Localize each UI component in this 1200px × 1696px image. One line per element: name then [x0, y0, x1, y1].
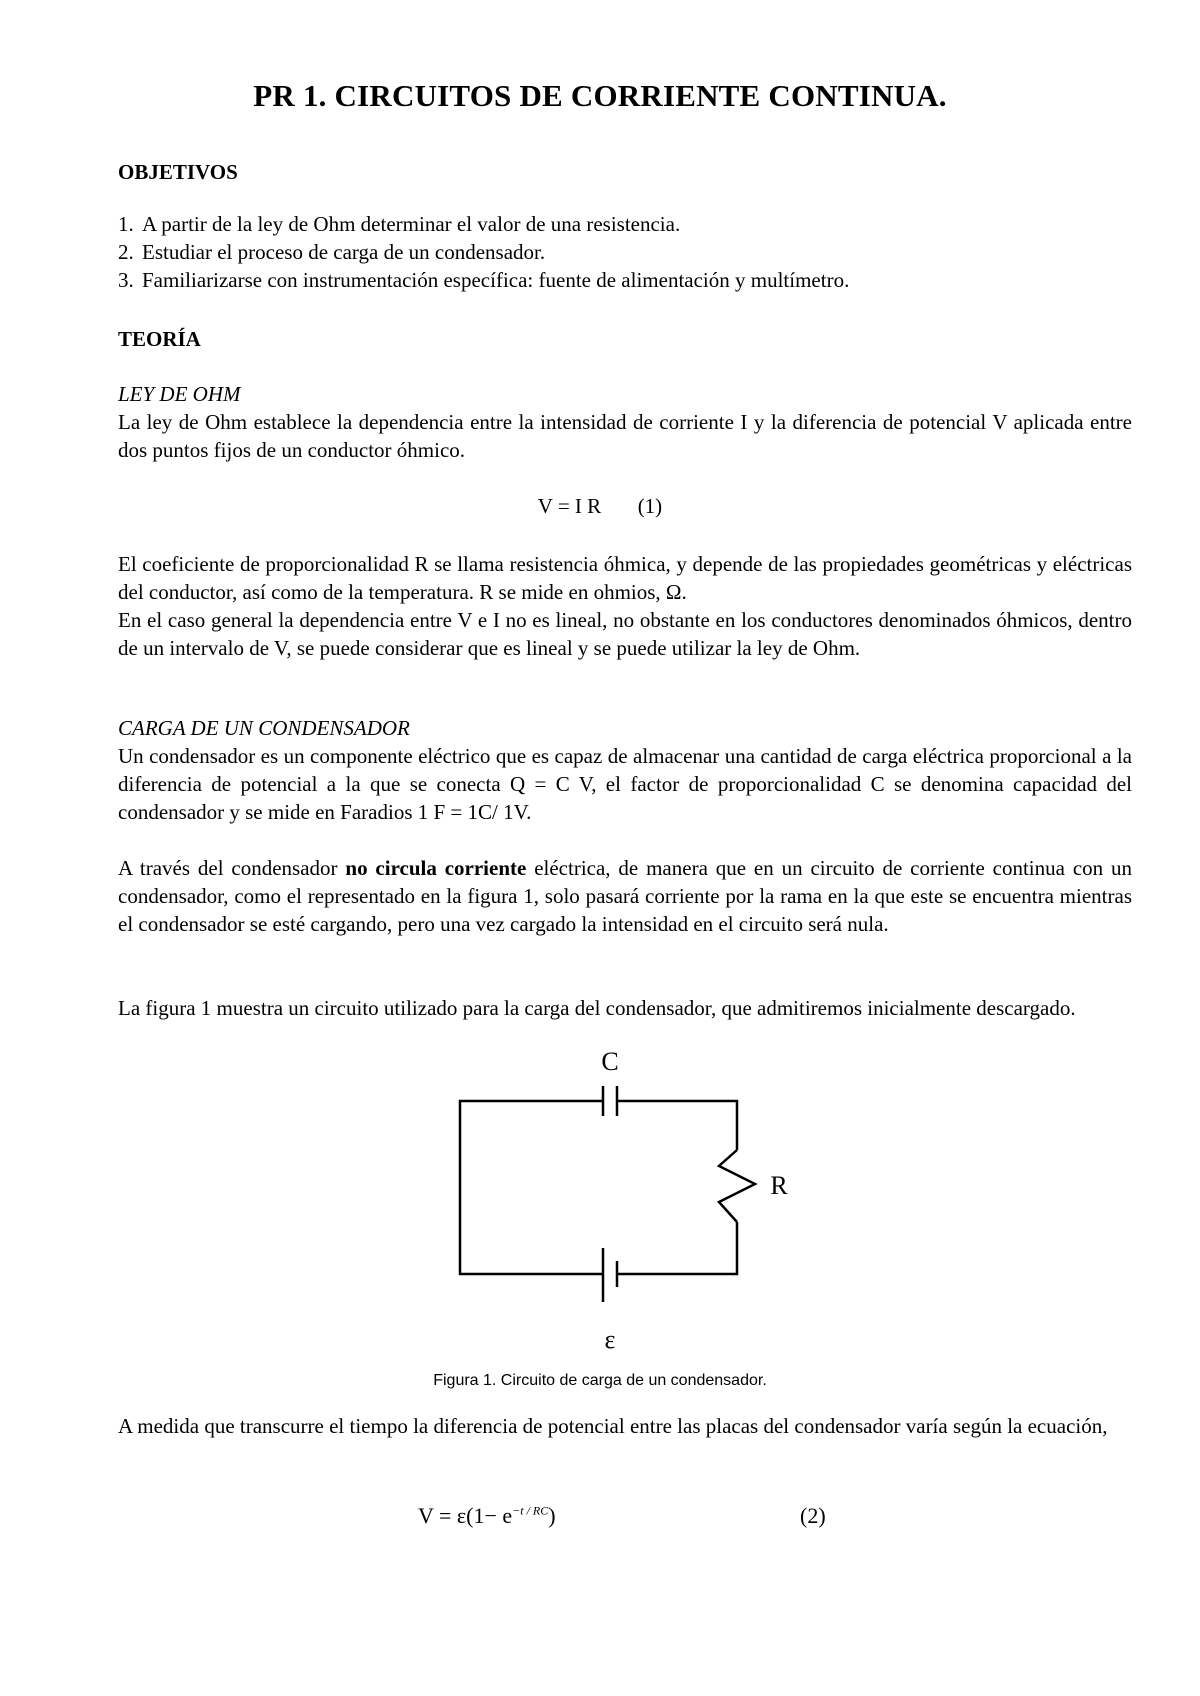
- carga-paragraph-2-bold: no circula corriente: [345, 856, 527, 880]
- page-title: PR 1. CIRCUITOS DE CORRIENTE CONTINUA.: [253, 78, 947, 113]
- ohm-paragraph-2: En el caso general la dependencia entre V e I no es lineal, no obstante en los conductores denominados óhmicos, dentro de un intervalo de V, se puede considerar que es lineal y se puede utilizar la ley de Ohm.: [118, 608, 1132, 660]
- teoria-heading: TEORÍA: [118, 327, 201, 351]
- ohm-paragraph-1: El coeficiente de proporcionalidad R se llama resistencia óhmica, y depende de las propiedades geométricas y eléctricas del conductor, así como de la temperatura. R se mide en ohmios, Ω.: [118, 552, 1132, 604]
- ohm-intro-paragraph: La ley de Ohm establece la dependencia entre la intensidad de corriente I y la diferencia de potencial V aplicada entre dos puntos fijos de un conductor óhmico.: [118, 410, 1132, 462]
- list-item-number: 3.: [118, 268, 134, 292]
- carga-paragraph-3: La figura 1 muestra un circuito utilizado para la carga del condensador, que admitiremos inicialmente descargado.: [118, 996, 1076, 1020]
- carga-subtitle: CARGA DE UN CONDENSADOR: [118, 716, 410, 740]
- list-item-text: Estudiar el proceso de carga de un condensador.: [142, 240, 546, 264]
- right-bottom-wire: [617, 1222, 737, 1274]
- resistor-zigzag: [719, 1150, 755, 1222]
- after-figure-paragraph: A medida que transcurre el tiempo la diferencia de potencial entre las placas del condensador varía según la ecuación,: [118, 1414, 1108, 1438]
- list-item-text: A partir de la ley de Ohm determinar el valor de una resistencia.: [142, 212, 681, 236]
- list-item-text: Familiarizarse con instrumentación específica: fuente de alimentación y multímetro.: [142, 268, 850, 292]
- resistor-label: R: [770, 1171, 788, 1200]
- top-right-wire: [617, 1101, 737, 1150]
- charge-equation-number: (2): [800, 1503, 826, 1528]
- carga-paragraph-2-start: A través del condensador: [118, 856, 346, 880]
- emf-label: ε: [604, 1325, 616, 1354]
- ley-de-ohm-subtitle: LEY DE OHM: [118, 382, 241, 406]
- ohm-equation-text: V = I R: [537, 494, 602, 518]
- charge-equation-exponent: −t / RC: [512, 1503, 549, 1518]
- top-wire: [460, 1101, 603, 1274]
- list-item-number: 2.: [118, 240, 134, 264]
- objetivos-heading: OBJETIVOS: [118, 160, 238, 184]
- capacitor-label: C: [601, 1047, 619, 1076]
- ohm-equation-number: (1): [637, 494, 663, 518]
- carga-paragraph-2-end: eléctrica, de manera que en un circuito de corriente continua con un condensador, como el representado en la figura 1, solo pasará corriente por la rama en la que este se encuentra mientras el condensador se esté cargando, pero una vez cargado la intensidad en el circuito será nula.: [118, 856, 1132, 936]
- charge-equation-rhs: ): [548, 1503, 556, 1528]
- list-item-number: 1.: [118, 212, 134, 236]
- carga-paragraph-1: Un condensador es un componente eléctrico que es capaz de almacenar una cantidad de carga eléctrica proporcional a la diferencia de potencial a la que se conecta Q = C V, el factor de proporcionalidad C se denomina capacidad del condensador y se mide en Faradios 1 F = 1C/ 1V.: [118, 744, 1132, 824]
- figure-caption: Figura 1. Circuito de carga de un condensador.: [433, 1372, 767, 1389]
- charge-equation-lhs: V = ε(1− e: [418, 1503, 513, 1528]
- charge-equation: [418, 1503, 556, 1529]
